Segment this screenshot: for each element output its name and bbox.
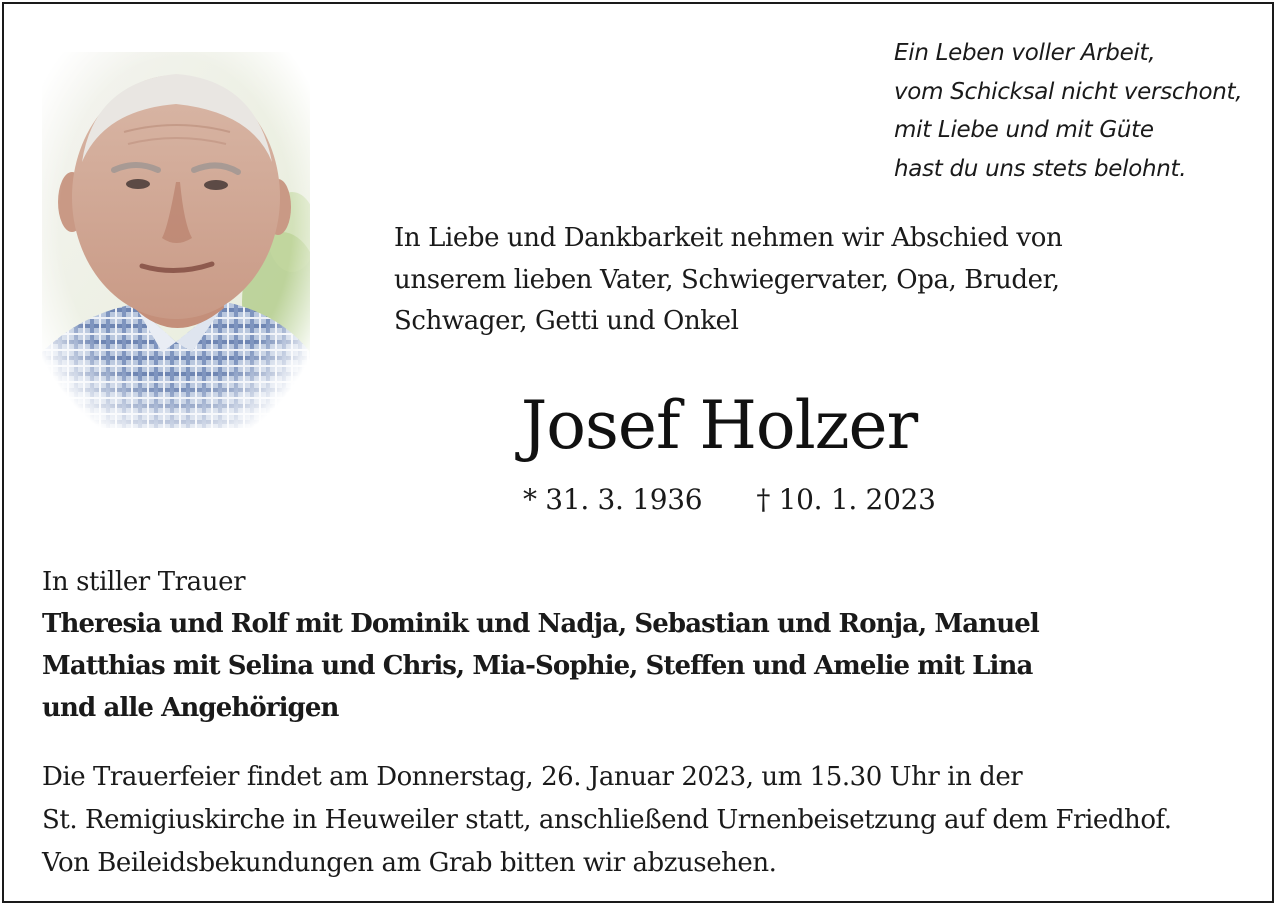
- mourners-line: Matthias mit Selina und Chris, Mia-Sophie, Steffen und Amelie mit Lina: [42, 651, 1033, 681]
- birth-date: * 31. 3. 1936: [523, 483, 703, 516]
- service-information: [42, 756, 1262, 885]
- poem-line: vom Schicksal nicht verschont,: [894, 78, 1243, 105]
- service-line: Von Beileidsbekundungen am Grab bitten wir abzusehen.: [42, 848, 777, 878]
- intro-line: unserem lieben Vater, Schwiegervater, Opa, Bruder,: [394, 264, 1060, 295]
- obituary-notice: [2, 2, 1274, 903]
- poem-line: mit Liebe und mit Güte: [894, 117, 1154, 143]
- portrait-photo: [42, 52, 310, 428]
- farewell-intro: [394, 218, 1154, 343]
- intro-line: Schwager, Getti und Onkel: [394, 306, 739, 336]
- poem-line: hast du uns stets belohnt.: [894, 155, 1187, 182]
- service-line: St. Remigiuskirche in Heuweiler statt, anschließend Urnenbeisetzung auf dem Friedhof.: [42, 805, 1172, 835]
- memorial-poem: [894, 34, 1264, 188]
- death-date: † 10. 1. 2023: [756, 483, 936, 516]
- deceased-name: Josef Holzer: [520, 387, 918, 464]
- mourners-line: Theresia und Rolf mit Dominik und Nadja, Sebastian und Ronja, Manuel: [42, 609, 1039, 639]
- service-line: Die Trauerfeier findet am Donnerstag, 26. Januar 2023, um 15.30 Uhr in der: [42, 762, 1023, 792]
- life-dates: [523, 480, 936, 520]
- mourners-list: [42, 561, 1242, 729]
- poem-line: Ein Leben voller Arbeit,: [894, 40, 1156, 66]
- mourners-lead: In stiller Trauer: [42, 567, 246, 597]
- mourners-line: und alle Angehörigen: [42, 693, 339, 723]
- intro-line: In Liebe und Dankbarkeit nehmen wir Abschied von: [394, 223, 1063, 253]
